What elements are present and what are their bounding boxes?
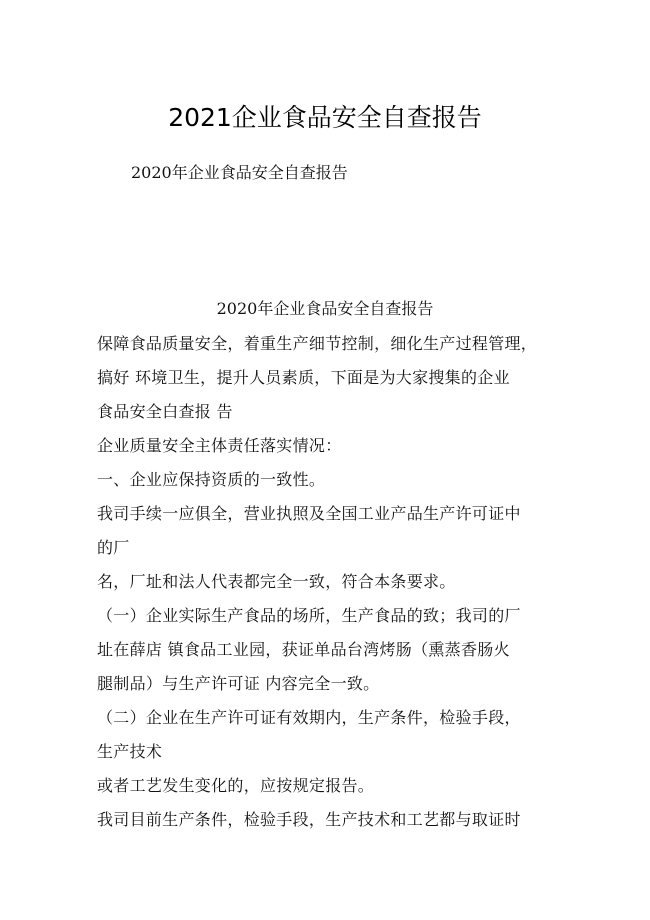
section-heading: 2020年企业食品安全自查报告 (216, 299, 434, 318)
paragraph-line: 腿制品）与生产许可证 内容完全一致。 (97, 674, 380, 693)
document-title: 2021企业食品安全自查报告 (168, 103, 482, 132)
paragraph-line: 址在薛店 镇食品工业园，获证单品台湾烤肠（熏蒸香肠火 (97, 640, 510, 659)
paragraph-line: 食品安全白查报 告 (97, 402, 233, 421)
paragraph-line: 或者工艺发生变化的，应按规定报告。 (97, 776, 375, 795)
body-text (97, 327, 567, 837)
paragraph-line: 保障食品质量安全，着重生产细节控制，细化生产过程管理， (97, 334, 538, 353)
paragraph-line: 搞好 环境卫生，提升人员素质，下面是为大家搜集的企业 (97, 368, 510, 387)
paragraph-line: 名，厂址和法人代表都完全一致，符合本条要求。 (97, 572, 456, 591)
paragraph-line: 生产技术 (97, 742, 163, 761)
paragraph-line: 我司手续一应俱全，营业执照及全国工业产品生产许可证中 (97, 504, 521, 523)
document-subtitle: 2020年企业食品安全自查报告 (131, 163, 348, 182)
paragraph-line: （二）企业在生产许可证有效期内，生产条件，检验手段， (97, 708, 521, 727)
paragraph-line: 企业质量安全主体责任落实情况： (97, 436, 342, 455)
paragraph-line: 一、企业应保持资质的一致性。 (97, 470, 326, 489)
paragraph-line: （一）企业实际生产食品的场所，生产食品的致；我司的厂 (97, 606, 521, 625)
paragraph-line: 我司目前生产条件，检验手段，生产技术和工艺都与取证时 (97, 810, 521, 829)
paragraph-line: 的厂 (97, 538, 130, 557)
